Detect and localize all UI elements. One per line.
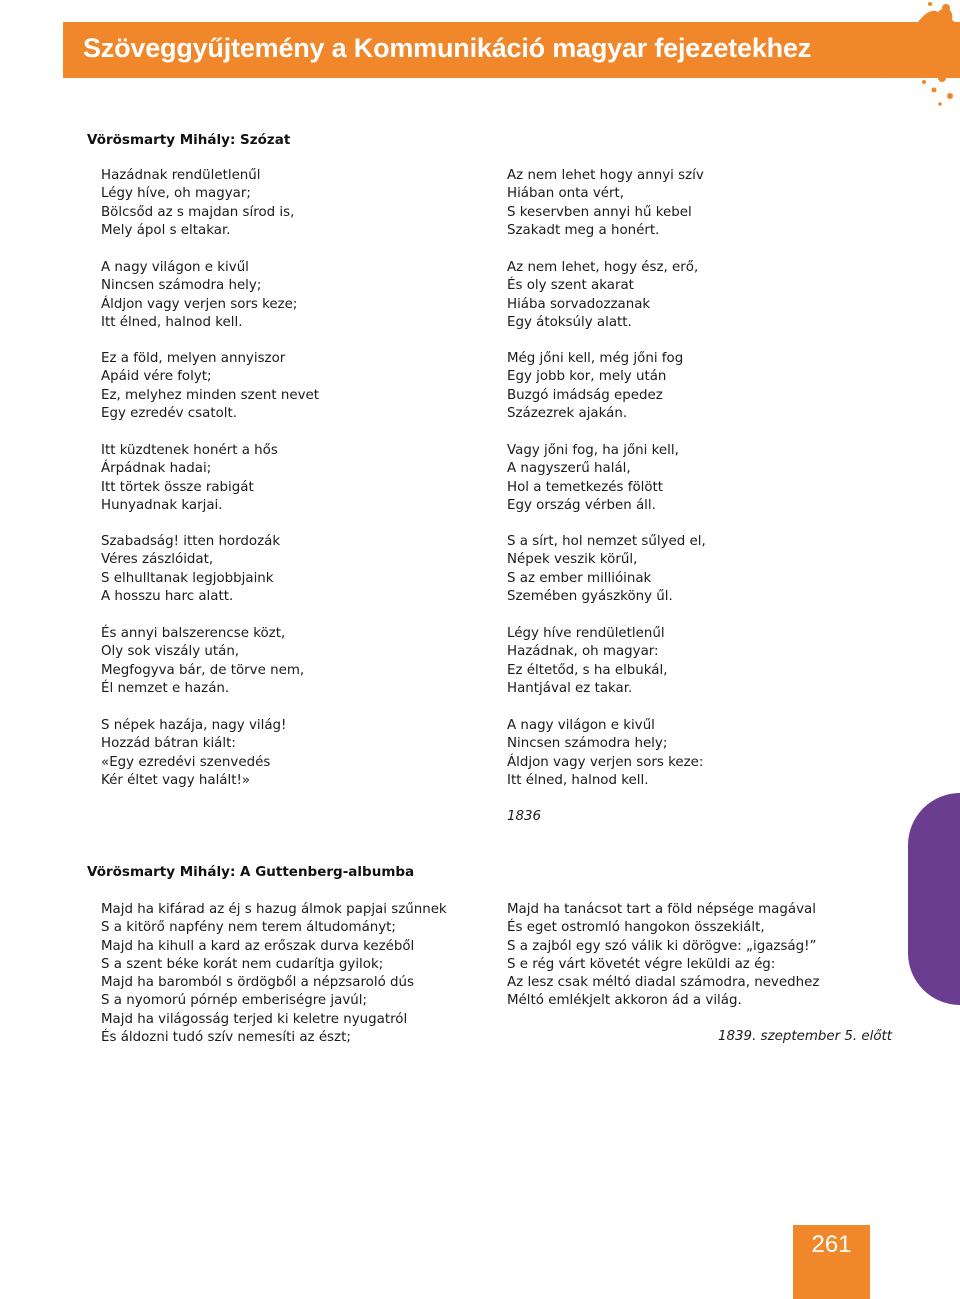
poem-line: Kér éltet vagy halált!»: [101, 772, 251, 788]
poem-line: Szakadt meg a honért.: [507, 222, 660, 238]
poem-date: 1836: [507, 809, 542, 824]
stanza: [507, 442, 679, 515]
poem-line: Hazádnak rendületlenűl: [101, 168, 261, 183]
poem-title-guttenberg: Vörösmarty Mihály: A Guttenberg-albumba: [87, 864, 415, 880]
poem-line: S a sírt, hol nemzet sűlyed el,: [507, 534, 706, 549]
poem-line: Hozzád bátran kiált:: [101, 736, 236, 752]
stanza: [507, 533, 706, 606]
poem-line: S keservben annyi hű kebel: [507, 204, 692, 220]
poem-line: Áldjon vagy verjen sors keze;: [101, 296, 298, 312]
poem-line: Hunyadnak karjai.: [101, 497, 223, 513]
stanza: [507, 167, 704, 240]
poem-line: Árpádnak hadai;: [101, 461, 212, 477]
poem-title-szozat: Vörösmarty Mihály: Szózat: [87, 132, 291, 148]
poem-line: Bölcsőd az s majdan sírod is,: [101, 204, 295, 220]
stanza: [101, 350, 319, 423]
chapter-side-tab: [908, 793, 960, 1005]
page-number-box: [793, 1225, 870, 1299]
poem-line: Méltó emlékjelt akkoron ád a világ.: [507, 993, 742, 1009]
stanza: [101, 901, 447, 1047]
poem-line: Apáid vére folyt;: [101, 369, 212, 385]
poem-line: «Egy ezredévi szenvedés: [101, 754, 271, 770]
poem-line: Itt élned, halnod kell.: [101, 314, 243, 330]
poem-line: Majd ha kihull a kard az erőszak durva kezéből: [101, 938, 415, 954]
poem-line: Hol a temetkezés fölött: [507, 479, 664, 495]
poem-line: Hantjával ez takar.: [507, 680, 633, 696]
poem-line: És eget ostromló hangokon összekiált,: [507, 920, 765, 936]
poem-line: Majd ha tanácsot tart a föld népsége magával: [507, 902, 816, 917]
stanza: [101, 717, 286, 790]
poem-line: És áldozni tudó szív nemesíti az észt;: [101, 1030, 351, 1046]
poem-line: És annyi balszerencse közt,: [101, 626, 286, 641]
poem-line: Majd ha kifárad az éj s hazug álmok papjai szűnnek: [101, 902, 447, 917]
stanza: [507, 350, 683, 423]
poem-line: Itt törtek össze rabigát: [101, 479, 254, 495]
poem-line: Hiában onta vért,: [507, 186, 625, 202]
poem-line: Még jőni kell, még jőni fog: [507, 351, 684, 366]
stanza: [101, 442, 278, 515]
poem-line: S a kitörő napfény nem terem áltudományt;: [101, 920, 396, 936]
poem-line: S a nyomorú pórnép emberiségre javúl;: [101, 993, 367, 1009]
poem-line: Itt élned, halnod kell.: [507, 772, 649, 788]
poem-line: És oly szent akarat: [507, 278, 634, 294]
poem-line: S a zajból egy szó válik ki dörögve: „igazság!”: [507, 938, 817, 954]
stanza: [101, 533, 280, 606]
poem-line: Légy híve, oh magyar;: [101, 186, 251, 202]
poem-line: Az nem lehet hogy annyi szív: [507, 168, 704, 183]
poem-line: S az ember millióinak: [507, 570, 652, 586]
poem-line: S elhulltanak legjobbjaink: [101, 570, 274, 586]
stanza: [507, 717, 703, 790]
stanza: [507, 259, 698, 332]
paint-splash-decoration: [880, 0, 960, 110]
page-number: 261: [811, 1231, 852, 1258]
poem-line: A nagy világon e kivűl: [507, 718, 655, 733]
poem-line: Hiába sorvadozzanak: [507, 296, 651, 312]
stanza: [101, 259, 297, 332]
poem-line: Egy ország vérben áll.: [507, 497, 656, 513]
poem-line: Szabadság! itten hordozák: [101, 534, 281, 549]
poem-line: Oly sok viszály után,: [101, 644, 240, 660]
poem-line: Az lesz csak méltó diadal számodra, nevedhez: [507, 975, 820, 991]
poem-line: S a szent béke korát nem cudarítja gyilok;: [101, 956, 384, 972]
poem-line: A nagyszerű halál,: [507, 461, 631, 477]
poem-line: Itt küzdtenek honért a hős: [101, 443, 278, 458]
poem-line: Buzgó imádság epedez: [507, 387, 663, 403]
poem-line: Népek veszik körűl,: [507, 552, 638, 568]
poem-line: Nincsen számodra hely;: [101, 278, 262, 294]
poem-line: Megfogyva bár, de törve nem,: [101, 662, 305, 678]
poem-line: S népek hazája, nagy világ!: [101, 718, 287, 733]
poem-line: Áldjon vagy verjen sors keze:: [507, 754, 704, 770]
stanza: [101, 625, 304, 698]
poem-line: Légy híve rendületlenűl: [507, 626, 665, 641]
poem-line: Egy ezredév csatolt.: [101, 405, 237, 421]
poem-line: Ez, melyhez minden szent nevet: [101, 387, 320, 403]
poem-line: Vagy jőni fog, ha jőni kell,: [507, 443, 679, 458]
poem-line: Százezrek ajakán.: [507, 405, 628, 421]
poem-line: Az nem lehet, hogy ész, erő,: [507, 260, 699, 275]
poem-line: Majd ha világosság terjed ki keletre nyugatról: [101, 1011, 408, 1027]
poem-line: Ez éltetőd, s ha elbukál,: [507, 662, 668, 678]
poem-line: Mely ápol s eltakar.: [101, 222, 231, 238]
stanza: [507, 901, 819, 1011]
poem-line: S e rég várt követét végre leküldi az ég:: [507, 956, 776, 972]
header-bar: [63, 22, 960, 78]
poem-line: Hazádnak, oh magyar:: [507, 644, 659, 660]
poem-line: Szemében gyászköny űl.: [507, 588, 673, 604]
poem-line: Egy átoksúly alatt.: [507, 314, 632, 330]
page-title: Szöveggyűjtemény a Kommunikáció magyar fejezetekhez: [83, 33, 812, 63]
poem-line: Nincsen számodra hely;: [507, 736, 668, 752]
poem-line: A nagy világon e kivűl: [101, 260, 249, 275]
poem-line: Majd ha baromból s ördögből a népzsaroló dús: [101, 975, 414, 991]
stanza: [101, 167, 294, 240]
poem-line: Véres zászlóidat,: [101, 552, 214, 568]
poem-line: Ez a föld, melyen annyiszor: [101, 351, 286, 366]
stanza: [507, 625, 667, 698]
poem-line: Egy jobb kor, mely után: [507, 369, 667, 385]
poem-line: Él nemzet e hazán.: [101, 680, 230, 696]
poem-date: 1839. szeptember 5. előtt: [718, 1029, 893, 1044]
poem-line: A hosszu harc alatt.: [101, 588, 234, 604]
